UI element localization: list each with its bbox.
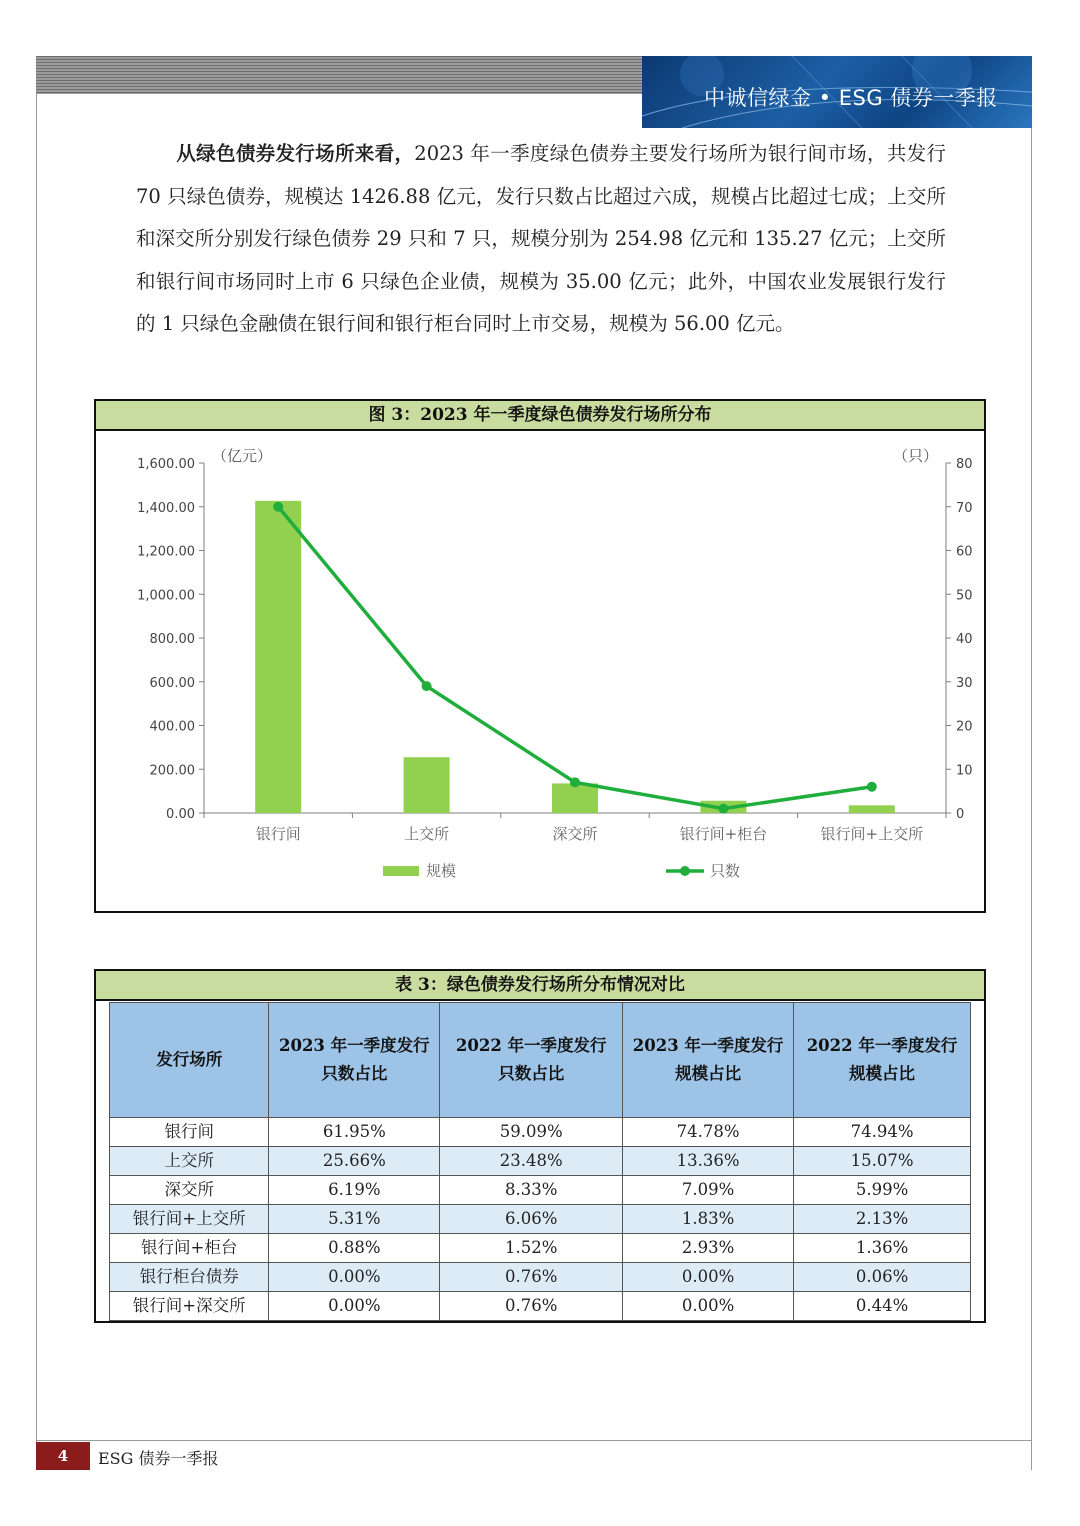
table-cell-value: 74.94% (794, 1118, 971, 1147)
table-cell-value: 0.00% (623, 1263, 794, 1292)
legend-line-label: 只数 (710, 862, 741, 880)
table-cell-venue: 银行间+上交所 (110, 1205, 269, 1234)
table-cell-value: 0.00% (623, 1292, 794, 1321)
footer-label: ESG 债券一季报 (98, 1449, 219, 1468)
left-tick-label: 200.00 (149, 763, 195, 779)
table-cell-venue: 银行间+深交所 (110, 1292, 269, 1321)
category-label: 银行间 (255, 825, 301, 843)
category-label: 深交所 (552, 825, 598, 843)
body-paragraph (136, 133, 946, 346)
category-label: 银行间+柜台 (679, 825, 768, 843)
right-tick-label: 0 (956, 807, 965, 822)
left-tick-label: 800.00 (149, 632, 195, 647)
table-cell-value: 74.78% (623, 1118, 794, 1147)
table-cell-venue: 深交所 (110, 1176, 269, 1205)
count-point (867, 782, 877, 792)
header-2023-size-text: 2023 年一季度发行规模占比 (632, 1036, 784, 1083)
table-3 (94, 969, 986, 1323)
table-cell-value: 23.48% (440, 1147, 623, 1176)
left-tick-label: 1,000.00 (137, 588, 195, 604)
header-2022-count-share (440, 1003, 623, 1118)
paragraph-text: 2023 年一季度绿色债券主要发行场所为银行间市场，共发行 70 只绿色债券，规模达 1426.88 亿元，发行只数占比超过六成，规模占比超过七成；上交所和深交所分别发行绿色债券 29 只和 7 只，规模分别为 254.98 亿元和 135.27 亿元；上交所和银行间市场同时上市 6 只绿色企业债，规模为 35.00 亿元；此外，中国农业发展银行发行的 1 只绿色金融债在银行间和银行柜台同时上市交易，规模为 56.00 亿元。 (136, 142, 946, 335)
left-axis-unit: （亿元） (212, 447, 273, 465)
bar-1 (255, 501, 301, 813)
header-2022-size-share (794, 1003, 971, 1118)
table-cell-value: 6.19% (269, 1176, 440, 1205)
header-banner (642, 56, 1032, 128)
left-tick-label: 400.00 (149, 719, 195, 735)
table-cell-value: 59.09% (440, 1118, 623, 1147)
legend-line-marker (680, 866, 690, 876)
left-tick-label: 1,600.00 (137, 457, 195, 472)
table-cell-value: 2.13% (794, 1205, 971, 1234)
bar-3 (552, 783, 598, 813)
right-tick-label: 60 (956, 544, 973, 560)
table-cell-value: 0.44% (794, 1292, 971, 1321)
category-label: 上交所 (404, 825, 450, 843)
count-point (422, 681, 432, 691)
table-cell-value: 15.07% (794, 1147, 971, 1176)
table-cell-value: 5.31% (269, 1205, 440, 1234)
legend-bar-swatch (383, 866, 419, 876)
venue-table (109, 1002, 971, 1321)
table-cell-value: 0.00% (269, 1263, 440, 1292)
footer-rule (36, 1440, 1032, 1441)
header-title: 中诚信绿金 • ESG 债券一季报 (704, 86, 998, 110)
right-tick-label: 20 (956, 719, 973, 735)
table-cell-value: 0.06% (794, 1263, 971, 1292)
table-cell-venue: 上交所 (110, 1147, 269, 1176)
header-2022-count-text: 2022 年一季度发行只数占比 (455, 1036, 607, 1083)
table-header-row (110, 1003, 971, 1118)
table-cell-value: 5.99% (794, 1176, 971, 1205)
count-line (278, 507, 872, 809)
bar-2 (404, 757, 450, 813)
header-venue (110, 1003, 269, 1118)
header-stripe (36, 56, 642, 94)
header-2023-size-share (623, 1003, 794, 1118)
right-tick-label: 70 (956, 500, 973, 516)
left-tick-label: 600.00 (149, 675, 195, 691)
table-cell-value: 2.93% (623, 1234, 794, 1263)
right-tick-label: 40 (956, 632, 973, 647)
venue-chart (96, 431, 984, 911)
paragraph-lead: 从绿色债券发行场所来看， (176, 142, 415, 165)
figure-caption: 图 3：2023 年一季度绿色债券发行场所分布 (96, 401, 984, 431)
table-cell-value: 0.88% (269, 1234, 440, 1263)
bar-5 (849, 805, 895, 813)
table-cell-value: 0.76% (440, 1292, 623, 1321)
table-row (110, 1234, 971, 1263)
table-cell-venue: 银行柜台债券 (110, 1263, 269, 1292)
legend-bar-label: 规模 (426, 862, 457, 880)
count-point (718, 804, 728, 814)
figure-3 (94, 399, 986, 913)
table-cell-value: 0.76% (440, 1263, 623, 1292)
table-cell-value: 7.09% (623, 1176, 794, 1205)
header-2022-size-text: 2022 年一季度发行规模占比 (806, 1036, 958, 1083)
table-cell-value: 25.66% (269, 1147, 440, 1176)
table-cell-value: 6.06% (440, 1205, 623, 1234)
right-axis-unit: （只） (892, 447, 938, 465)
page-number: 4 (36, 1442, 90, 1470)
category-label: 银行间+上交所 (820, 825, 924, 843)
count-point (273, 502, 283, 512)
table-cell-value: 13.36% (623, 1147, 794, 1176)
header-2023-count-share (269, 1003, 440, 1118)
table-row (110, 1176, 971, 1205)
table-row (110, 1205, 971, 1234)
left-tick-label: 1,400.00 (137, 500, 195, 516)
table-row (110, 1147, 971, 1176)
table-cell-value: 1.83% (623, 1205, 794, 1234)
left-tick-label: 0.00 (166, 807, 195, 822)
right-tick-label: 10 (956, 763, 973, 779)
table-caption: 表 3：绿色债券发行场所分布情况对比 (96, 971, 984, 1001)
right-tick-label: 80 (956, 457, 973, 472)
right-tick-label: 50 (956, 588, 973, 604)
right-tick-label: 30 (956, 675, 973, 691)
count-point (570, 777, 580, 787)
header-2023-count-text: 2023 年一季度发行只数占比 (278, 1036, 430, 1083)
table-row (110, 1292, 971, 1321)
header-venue-text: 发行场所 (156, 1050, 223, 1069)
left-tick-label: 1,200.00 (137, 544, 195, 560)
table-cell-value: 1.36% (794, 1234, 971, 1263)
table-cell-value: 1.52% (440, 1234, 623, 1263)
table-cell-venue: 银行间 (110, 1118, 269, 1147)
table-cell-value: 61.95% (269, 1118, 440, 1147)
table-cell-value: 0.00% (269, 1292, 440, 1321)
table-row (110, 1263, 971, 1292)
table-cell-venue: 银行间+柜台 (110, 1234, 269, 1263)
table-row (110, 1118, 971, 1147)
table-cell-value: 8.33% (440, 1176, 623, 1205)
